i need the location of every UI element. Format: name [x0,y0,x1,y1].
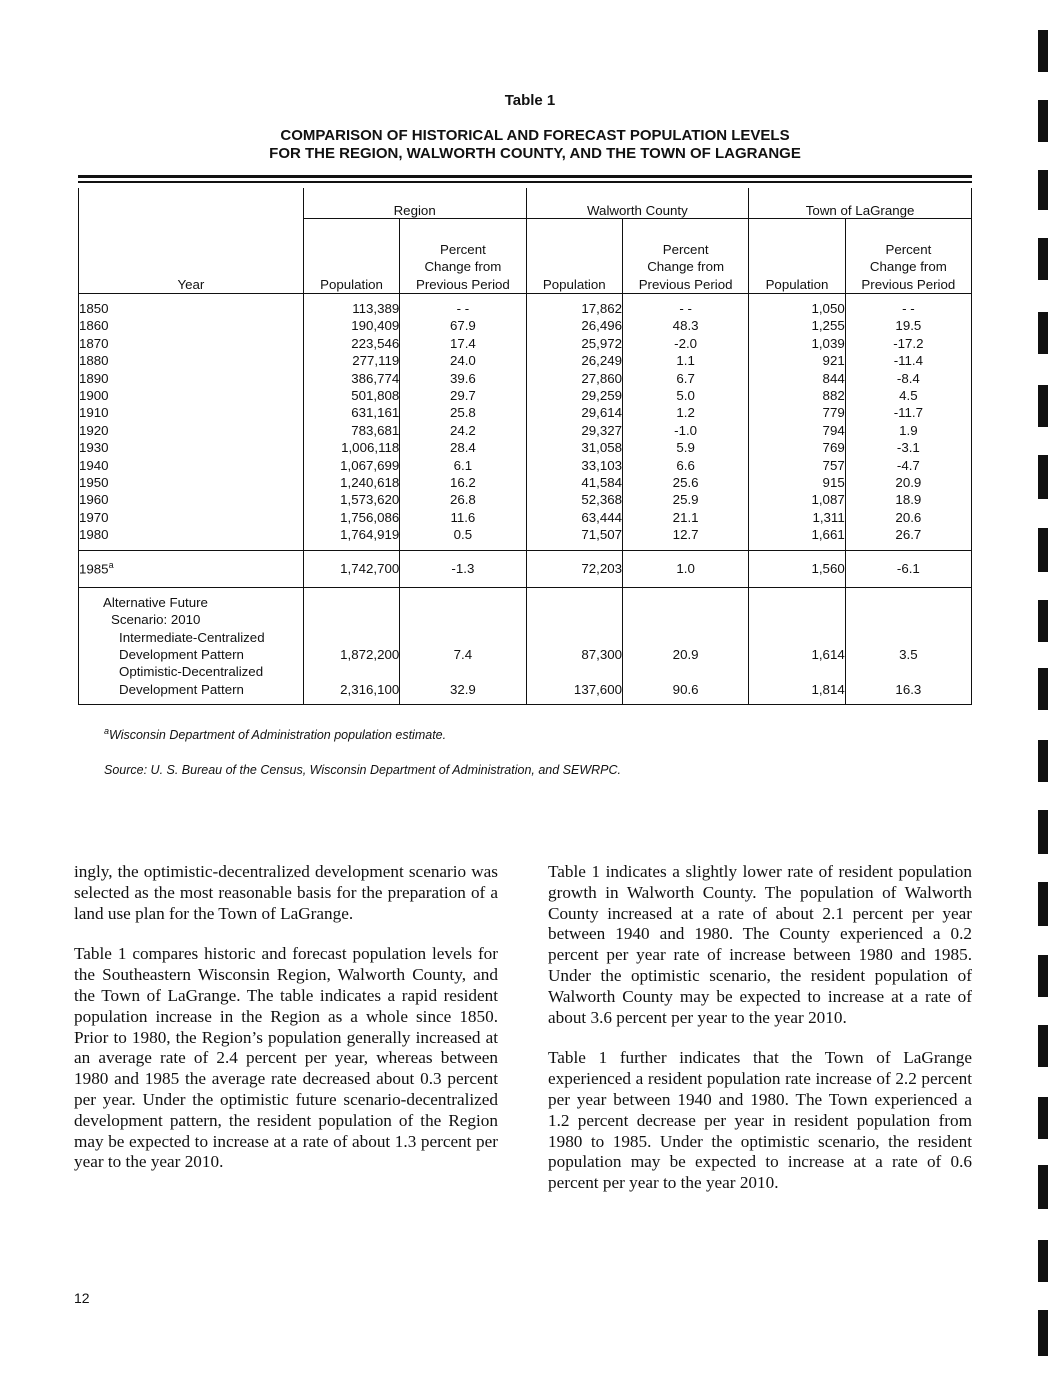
body-paragraph: Table 1 indicates a slightly lower rate of resident population growth in Walworth County. The population of Walworth County increased at a rate of about 2.1 percent per year between 1940 and 1980. The County experienced a 0.2 percent per year rate of increase between 1980 and 1985. Under the optimistic scenario, the resident population of Walworth County may be expected to increase at a rate of about 3.6 percent per year to the year 2010. [548,862,972,1027]
row-county-pct: 6.7 [623,370,749,387]
table-row [79,352,972,369]
row-town-pop: 1,050 [749,294,845,318]
row-town-pct: 1.9 [845,422,971,439]
footnote-text: Wisconsin Department of Administration population estimate. [109,728,447,743]
row-county-pop: 29,614 [526,404,622,421]
row-town-pct: -11.4 [845,352,971,369]
row-region-pop: 386,774 [303,370,399,387]
table-row [79,474,972,491]
row-year: 1980 [79,526,304,550]
row-region-pop: 501,808 [303,387,399,404]
row-county-pct: 12.7 [623,526,749,550]
scenario-2-town-pop: 1,814 [749,681,845,705]
header-group-county: Walworth County [526,188,749,219]
edge-mark [1038,238,1048,280]
table-row [79,294,972,318]
table-row [79,457,972,474]
scenario-2-name-row [79,663,972,680]
edge-mark [1038,955,1048,997]
row-county-pop: 26,249 [526,352,622,369]
estimate-town-pop: 1,560 [749,550,845,587]
header-percent-line-3: Previous Period [861,276,956,292]
row-year: 1960 [79,491,304,508]
header-percent-line-1: Percent [885,241,932,257]
historical-rows [79,294,972,551]
header-percent-line-3: Previous Period [415,276,510,292]
scenario-2-region-pop: 2,316,100 [303,681,399,705]
table-row [79,387,972,404]
row-town-pop: 1,039 [749,335,845,352]
row-region-pop: 1,006,118 [303,439,399,456]
row-town-pop: 844 [749,370,845,387]
alternative-label-row-1 [79,587,972,611]
row-year: 1870 [79,335,304,352]
row-region-pop: 1,756,086 [303,509,399,526]
row-town-pct: -4.7 [845,457,971,474]
row-year: 1890 [79,370,304,387]
row-county-pct: 1.2 [623,404,749,421]
row-town-pct: -8.4 [845,370,971,387]
edge-mark [1038,1310,1048,1356]
row-town-pct: 19.5 [845,317,971,334]
table-label: Table 1 [504,92,556,109]
page-number: 12 [74,1290,90,1306]
header-percent-line-2: Change from [869,259,947,274]
edge-mark [1038,30,1048,72]
row-region-pop: 113,389 [303,294,399,318]
row-county-pct: 6.6 [623,457,749,474]
header-percent-line-2: Change from [647,259,725,274]
table-row [79,335,972,352]
row-region-pct: 67.9 [400,317,526,334]
edge-mark [1038,882,1048,926]
row-town-pop: 794 [749,422,845,439]
row-town-pop: 1,311 [749,509,845,526]
estimate-year [79,550,304,587]
header-percent-line-1: Percent [439,241,486,257]
row-county-pop: 26,496 [526,317,622,334]
row-town-pct: - - [845,294,971,318]
alternative-label-row-2 [79,611,972,628]
header-town-percent [845,219,971,294]
row-year: 1920 [79,422,304,439]
estimate-region-pct: -1.3 [400,550,526,587]
row-county-pct: 5.9 [623,439,749,456]
row-town-pct: 20.6 [845,509,971,526]
edge-mark [1038,1025,1048,1067]
table-top-rule [78,175,972,178]
row-region-pct: - - [400,294,526,318]
header-percent-line-1: Percent [662,241,709,257]
row-county-pct: 21.1 [623,509,749,526]
scenario-1-county-pct: 20.9 [623,646,749,663]
estimate-region-pop: 1,742,700 [303,550,399,587]
body-column-right [548,862,972,1214]
edge-mark [1038,740,1048,782]
scenario-1-region-pop: 1,872,200 [303,646,399,663]
row-region-pct: 17.4 [400,335,526,352]
body-paragraph: Table 1 compares historic and forecast population levels for the Southeastern Wisconsin Region, Walworth County, and the Town of LaGrange. The table indicates a rapid resident population increase in the Region as a whole since 1850. Prior to 1980, the Region’s population generally increased at an average rate of 2.4 percent per year, whereas between 1980 and 1985 the average rate decreased about 0.3 percent per year. Under the optimistic future scenario-decentralized development pattern, the resident population of the Region may be expected to increase at a rate of about 1.3 percent per year to the year 2010. [74,944,498,1172]
row-region-pct: 11.6 [400,509,526,526]
row-region-pop: 783,681 [303,422,399,439]
row-year: 1850 [79,294,304,318]
row-year: 1930 [79,439,304,456]
edge-mark [1038,312,1048,354]
header-town-population: Population [749,219,845,294]
footnote-marker: a [104,726,110,736]
edge-mark [1038,810,1048,854]
edge-mark [1038,528,1048,572]
row-region-pop: 223,546 [303,335,399,352]
row-region-pct: 28.4 [400,439,526,456]
row-county-pop: 41,584 [526,474,622,491]
table-row [79,370,972,387]
row-year: 1970 [79,509,304,526]
table-row [79,491,972,508]
scenario-1-region-pct: 7.4 [400,646,526,663]
scenario-2-county-pop: 137,600 [526,681,622,705]
row-town-pop: 779 [749,404,845,421]
header-percent-line-2: Change from [424,259,502,274]
row-town-pop: 882 [749,387,845,404]
row-region-pct: 24.0 [400,352,526,369]
table-title-line-2: FOR THE REGION, WALWORTH COUNTY, AND THE TOWN OF LAGRANGE [269,145,801,162]
row-county-pct: -2.0 [623,335,749,352]
body-column-left [74,862,498,1193]
estimate-row [79,550,972,587]
row-region-pct: 26.8 [400,491,526,508]
scenario-1-row [79,646,972,663]
scenario-1-name-row [79,629,972,646]
row-county-pop: 63,444 [526,509,622,526]
scenario-2-county-pct: 90.6 [623,681,749,705]
table-top-rule-2 [78,181,972,183]
row-county-pop: 33,103 [526,457,622,474]
table-row [79,526,972,550]
row-town-pop: 757 [749,457,845,474]
row-town-pct: -11.7 [845,404,971,421]
row-town-pct: 4.5 [845,387,971,404]
scenario-2-row [79,681,972,705]
estimate-town-pct: -6.1 [845,550,971,587]
header-percent-line-3: Previous Period [638,276,733,292]
estimate-county-pct: 1.0 [623,550,749,587]
header-county-percent [623,219,749,294]
header-group-region: Region [303,188,526,219]
edge-mark [1038,100,1048,142]
row-county-pct: 5.0 [623,387,749,404]
row-region-pop: 190,409 [303,317,399,334]
table-title-line-1: COMPARISON OF HISTORICAL AND FORECAST POPULATION LEVELS [280,127,790,144]
row-region-pct: 6.1 [400,457,526,474]
row-region-pct: 16.2 [400,474,526,491]
row-town-pop: 1,087 [749,491,845,508]
table-row [79,509,972,526]
table-title [80,127,990,163]
scenario-1-county-pop: 87,300 [526,646,622,663]
row-region-pct: 0.5 [400,526,526,550]
scenario-1-name-line-2: Development Pattern [79,646,304,663]
alternative-label-2: Scenario: 2010 [79,611,304,628]
table-row [79,317,972,334]
row-town-pop: 921 [749,352,845,369]
row-region-pct: 29.7 [400,387,526,404]
row-region-pop: 1,764,919 [303,526,399,550]
row-county-pop: 71,507 [526,526,622,550]
row-town-pop: 1,255 [749,317,845,334]
row-year: 1900 [79,387,304,404]
edge-mark [1038,1165,1048,1209]
row-county-pop: 52,368 [526,491,622,508]
edge-mark [1038,600,1048,642]
scenario-1-town-pct: 3.5 [845,646,971,663]
scenario-2-region-pct: 32.9 [400,681,526,705]
edge-mark [1038,385,1048,427]
row-town-pct: -3.1 [845,439,971,456]
row-region-pop: 277,119 [303,352,399,369]
estimate-year-value: 1985 [79,561,109,577]
row-county-pct: -1.0 [623,422,749,439]
row-region-pop: 1,067,699 [303,457,399,474]
table-row [79,439,972,456]
row-year: 1940 [79,457,304,474]
row-county-pop: 17,862 [526,294,622,318]
scenario-1-name-line-1: Intermediate-Centralized [79,629,304,646]
row-county-pop: 29,259 [526,387,622,404]
header-group-town: Town of LaGrange [749,188,972,219]
row-region-pct: 39.6 [400,370,526,387]
header-region-percent [400,219,526,294]
row-town-pop: 915 [749,474,845,491]
row-year: 1910 [79,404,304,421]
alternative-label-1: Alternative Future [79,587,304,611]
table-source: Source: U. S. Bureau of the Census, Wisconsin Department of Administration, and SEWRPC. [104,763,622,777]
row-county-pct: - - [623,294,749,318]
row-town-pct: 26.7 [845,526,971,550]
row-county-pop: 29,327 [526,422,622,439]
row-region-pop: 1,240,618 [303,474,399,491]
table-row [79,422,972,439]
body-paragraph: ingly, the optimistic-decentralized development scenario was selected as the most reasonable basis for the preparation of a land use plan for the Town of LaGrange. [74,862,498,923]
row-county-pct: 48.3 [623,317,749,334]
row-county-pop: 25,972 [526,335,622,352]
header-region-population: Population [303,219,399,294]
row-county-pct: 1.1 [623,352,749,369]
scenario-2-town-pct: 16.3 [845,681,971,705]
row-region-pct: 25.8 [400,404,526,421]
row-region-pop: 631,161 [303,404,399,421]
row-county-pct: 25.9 [623,491,749,508]
row-county-pop: 27,860 [526,370,622,387]
scenario-1-town-pop: 1,614 [749,646,845,663]
header-sub-row [79,219,972,294]
row-year: 1860 [79,317,304,334]
edge-mark [1038,1097,1048,1139]
row-region-pct: 24.2 [400,422,526,439]
row-county-pct: 25.6 [623,474,749,491]
body-paragraph: Table 1 further indicates that the Town of LaGrange experienced a resident population rate increase of 2.2 percent per year between 1940 and 1980. The Town experienced a 1.2 percent decrease per year in resident population from 1980 to 1985. Under the optimistic scenario, the resident population may be expected to increase at a rate of 0.6 percent per year to the year 2010. [548,1048,972,1193]
header-county-population: Population [526,219,622,294]
edge-mark [1038,1240,1048,1282]
estimate-footnote-marker: a [108,560,114,571]
row-town-pct: 20.9 [845,474,971,491]
edge-mark [1038,668,1048,710]
edge-mark [1038,170,1048,210]
row-region-pop: 1,573,620 [303,491,399,508]
population-table [78,188,972,705]
table-row [79,404,972,421]
row-year: 1950 [79,474,304,491]
edge-mark [1038,455,1048,499]
scenario-2-name-line-1: Optimistic-Decentralized [79,663,304,680]
row-town-pop: 1,661 [749,526,845,550]
table-footnote [104,726,446,742]
row-town-pct: 18.9 [845,491,971,508]
header-group-row [79,188,972,219]
row-county-pop: 31,058 [526,439,622,456]
estimate-county-pop: 72,203 [526,550,622,587]
row-year: 1880 [79,352,304,369]
scenario-2-name-line-2: Development Pattern [79,681,304,705]
header-year-blank [79,188,304,219]
header-year: Year [79,219,304,294]
row-town-pop: 769 [749,439,845,456]
row-town-pct: -17.2 [845,335,971,352]
